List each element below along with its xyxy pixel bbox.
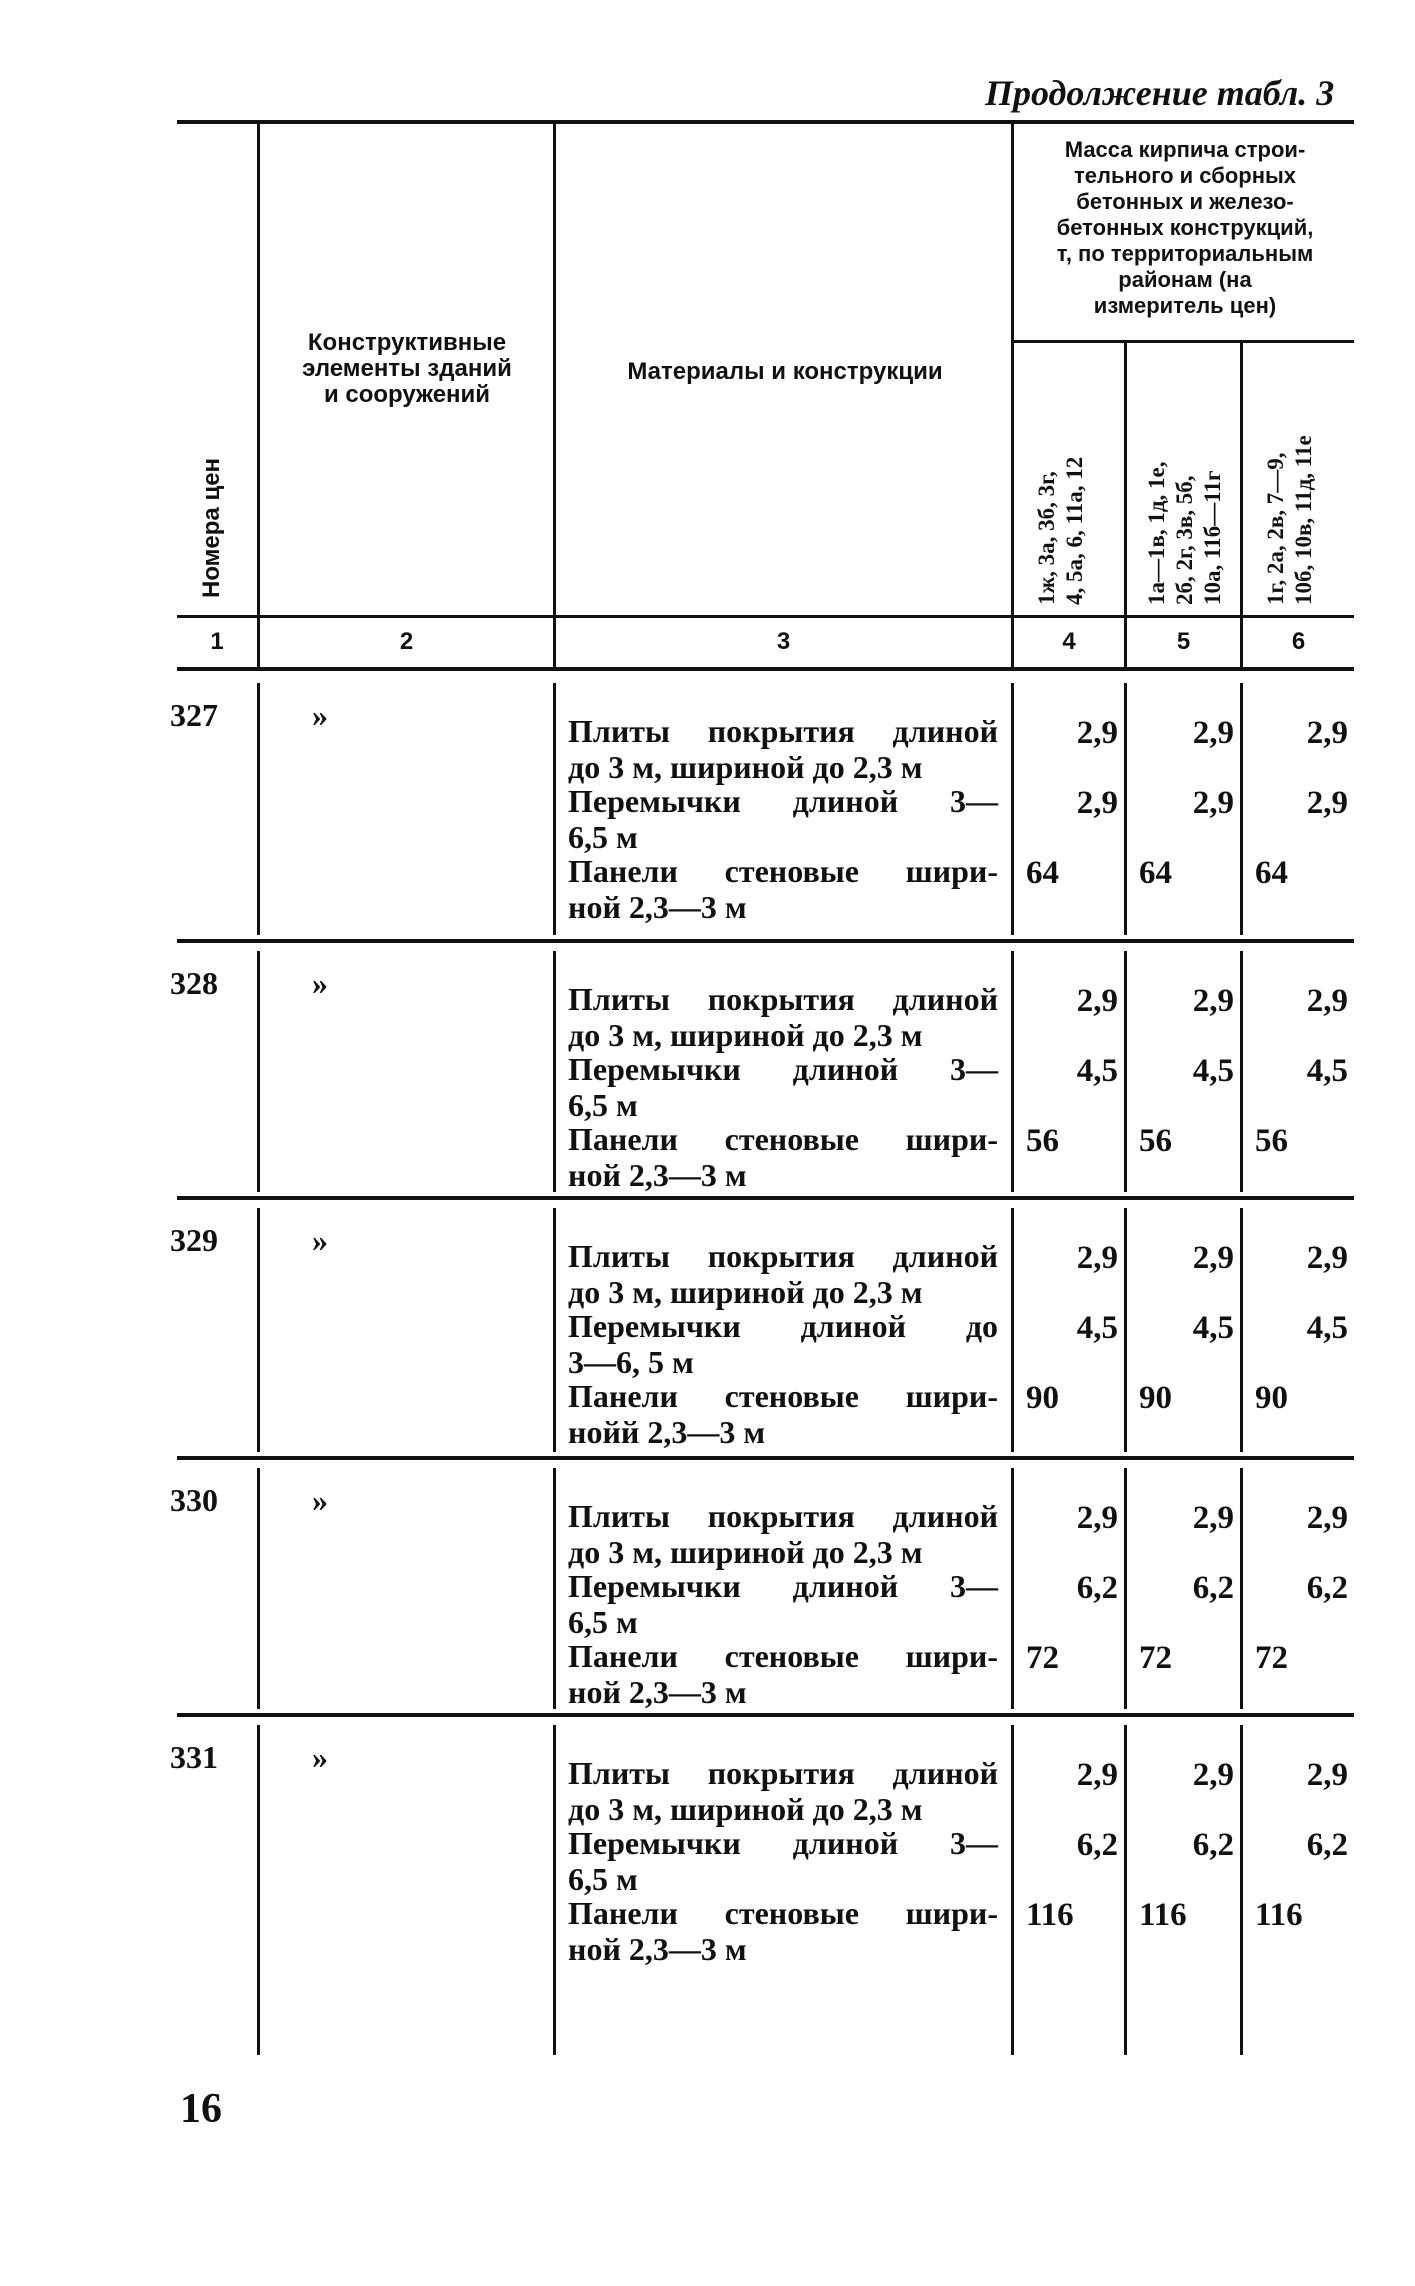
continuation-title: Продолжение табл. 3: [985, 73, 1335, 113]
mass-value: 6,2: [1306, 1827, 1348, 1863]
material-line: 6,5 м: [568, 1861, 638, 1897]
vline-4-header: [1124, 343, 1127, 670]
col-header-price-numbers: Номера цен: [198, 457, 225, 598]
mass-value: 6,2: [1076, 1827, 1118, 1863]
mass-value: 2,9: [1076, 1240, 1118, 1276]
mass-value: 64: [1139, 855, 1172, 891]
col-header-region-4: [1033, 457, 1089, 605]
material-item: [568, 1308, 998, 1380]
material-item: [568, 1378, 998, 1450]
mass-value: 4,5: [1192, 1053, 1234, 1089]
ditto-mark: »: [312, 1482, 328, 1518]
col-header-mass-group: [1016, 137, 1354, 319]
material-item: [568, 1568, 998, 1640]
col-number-3: 3: [776, 628, 791, 655]
mass-value: 4,5: [1076, 1310, 1118, 1346]
row-vline: [257, 683, 260, 935]
mass-value: 90: [1026, 1380, 1059, 1416]
mass-group-line: т, по территориальным: [1056, 241, 1314, 266]
material-line: до 3 м, шириной до 2,3 м: [568, 1274, 923, 1310]
mass-value: 6,2: [1306, 1570, 1348, 1606]
mass-value: 2,9: [1306, 1240, 1348, 1276]
mass-value: 2,9: [1306, 715, 1348, 751]
material-line: Перемычки длиной до: [568, 1308, 998, 1344]
mass-group-rule: [1012, 340, 1354, 343]
header-bottom-rule: [177, 615, 1354, 618]
mass-value: 2,9: [1192, 715, 1234, 751]
row-separator-rule: [177, 1456, 1354, 1460]
material-line: 3—6, 5 м: [568, 1344, 694, 1380]
row-vline: [553, 683, 556, 935]
mass-value: 2,9: [1306, 785, 1348, 821]
price-number: 330: [170, 1482, 218, 1518]
mass-value: 2,9: [1306, 1757, 1348, 1793]
vline-1-header: [257, 124, 260, 670]
mass-value: 116: [1139, 1897, 1187, 1933]
region-5-line: 1а—1в, 1д, 1е,: [1144, 461, 1169, 605]
material-item: [568, 1895, 998, 1967]
material-item: [568, 1638, 998, 1710]
material-item: [568, 713, 998, 785]
vline-3-header: [1011, 124, 1014, 670]
material-line: Перемычки длиной 3—: [568, 1825, 998, 1861]
material-item: [568, 853, 998, 925]
mass-group-line: Масса кирпича строи-: [1064, 137, 1306, 162]
col-header-elements-line: и сооружений: [323, 381, 491, 408]
col-header-elements: [262, 330, 552, 408]
col-header-elements-line: Конструктивные: [307, 329, 507, 356]
row-vline: [553, 1468, 556, 1709]
row-vline: [257, 1725, 260, 2055]
material-line: Плиты покрытия длиной: [568, 1498, 998, 1534]
material-line: 6,5 м: [568, 819, 638, 855]
material-line: Перемычки длиной 3—: [568, 1568, 998, 1604]
col-number-2: 2: [399, 628, 414, 655]
mass-value: 2,9: [1076, 785, 1118, 821]
col-header-region-6: [1262, 435, 1318, 605]
col-header-materials: Материалы и конструкции: [627, 358, 943, 385]
mass-group-line: измеритель цен): [1093, 293, 1277, 318]
mass-value: 2,9: [1192, 1500, 1234, 1536]
ditto-mark: »: [312, 697, 328, 733]
mass-group-line: тельного и сборных: [1073, 163, 1297, 188]
material-line: ной 2,3—3 м: [568, 1931, 747, 1967]
col-number-6: 6: [1291, 628, 1306, 655]
mass-value: 6,2: [1192, 1827, 1234, 1863]
mass-group-line: районам (на: [1118, 267, 1252, 292]
mass-value: 72: [1139, 1640, 1172, 1676]
region-4-line: 4, 5а, 6, 11а, 12: [1062, 456, 1087, 605]
col-header-elements-line: элементы зданий: [302, 355, 512, 382]
mass-value: 4,5: [1192, 1310, 1234, 1346]
material-line: ной 2,3—3 м: [568, 889, 747, 925]
region-5-line: 2б, 2г, 3в, 5б,: [1172, 475, 1197, 605]
material-line: до 3 м, шириной до 2,3 м: [568, 1534, 923, 1570]
ditto-mark: »: [312, 1222, 328, 1258]
mass-value: 90: [1139, 1380, 1172, 1416]
material-line: Панели стеновые шири-: [568, 1895, 998, 1931]
col-header-region-5: [1143, 461, 1227, 605]
material-item: [568, 1755, 998, 1827]
material-line: Панели стеновые шири-: [568, 853, 998, 889]
region-4-line: 1ж, 3а, 3б, 3г,: [1034, 471, 1059, 605]
material-line: 6,5 м: [568, 1604, 638, 1640]
row-vline: [257, 951, 260, 1192]
row-vline: [553, 1725, 556, 2055]
row-vline: [553, 951, 556, 1192]
row-separator-rule: [177, 1713, 1354, 1717]
material-line: Панели стеновые шири-: [568, 1378, 998, 1414]
mass-value: 64: [1026, 855, 1059, 891]
mass-value: 2,9: [1076, 1757, 1118, 1793]
price-number: 331: [170, 1739, 218, 1775]
mass-value: 72: [1026, 1640, 1059, 1676]
mass-value: 6,2: [1076, 1570, 1118, 1606]
material-line: Перемычки длиной 3—: [568, 783, 998, 819]
top-rule: [177, 120, 1354, 124]
row-vline: [257, 1208, 260, 1452]
price-number: 328: [170, 965, 218, 1001]
material-line: Плиты покрытия длиной: [568, 1238, 998, 1274]
ditto-mark: »: [312, 965, 328, 1001]
vline-5-header: [1240, 343, 1243, 670]
mass-value: 2,9: [1076, 983, 1118, 1019]
mass-value: 2,9: [1192, 1240, 1234, 1276]
material-item: [568, 1825, 998, 1897]
mass-value: 6,2: [1192, 1570, 1234, 1606]
mass-value: 116: [1026, 1897, 1074, 1933]
material-line: Плиты покрытия длиной: [568, 1755, 998, 1791]
mass-value: 90: [1255, 1380, 1288, 1416]
material-line: Панели стеновые шири-: [568, 1638, 998, 1674]
mass-value: 56: [1255, 1123, 1288, 1159]
mass-group-line: бетонных конструкций,: [1056, 215, 1314, 240]
material-item: [568, 783, 998, 855]
mass-value: 4,5: [1306, 1310, 1348, 1346]
material-item: [568, 1051, 998, 1123]
mass-group-line: бетонных и железо-: [1076, 189, 1294, 214]
mass-value: 4,5: [1076, 1053, 1118, 1089]
mass-value: 2,9: [1306, 983, 1348, 1019]
material-item: [568, 1121, 998, 1193]
col-number-4: 4: [1062, 628, 1076, 655]
row-vline: [257, 1468, 260, 1709]
material-line: до 3 м, шириной до 2,3 м: [568, 749, 923, 785]
col-number-5: 5: [1176, 628, 1191, 655]
mass-value: 2,9: [1076, 715, 1118, 751]
mass-value: 2,9: [1192, 1757, 1234, 1793]
material-line: ной 2,3—3 м: [568, 1674, 747, 1710]
mass-value: 2,9: [1192, 983, 1234, 1019]
material-item: [568, 1238, 998, 1310]
ditto-mark: »: [312, 1739, 328, 1775]
mass-value: 2,9: [1306, 1500, 1348, 1536]
mass-value: 64: [1255, 855, 1288, 891]
row-vline: [553, 1208, 556, 1452]
region-5-line: 10а, 11б—11г: [1200, 470, 1225, 605]
material-line: 6,5 м: [568, 1087, 638, 1123]
col-number-1: 1: [210, 628, 224, 655]
material-line: Плиты покрытия длиной: [568, 713, 998, 749]
mass-value: 4,5: [1306, 1053, 1348, 1089]
material-line: Плиты покрытия длиной: [568, 981, 998, 1017]
mass-value: 56: [1139, 1123, 1172, 1159]
material-line: Панели стеновые шири-: [568, 1121, 998, 1157]
material-line: до 3 м, шириной до 2,3 м: [568, 1017, 923, 1053]
colnum-bottom-rule: [177, 667, 1354, 671]
mass-value: 2,9: [1076, 1500, 1118, 1536]
region-6-line: 1г, 2а, 2в, 7—9,: [1263, 452, 1288, 605]
region-6-line: 10б, 10в, 11д, 11е: [1291, 435, 1316, 605]
mass-value: 116: [1255, 1897, 1303, 1933]
row-separator-rule: [177, 1196, 1354, 1200]
price-number: 327: [170, 697, 218, 733]
material-line: нойй 2,3—3 м: [568, 1414, 766, 1450]
material-line: Перемычки длиной 3—: [568, 1051, 998, 1087]
mass-value: 72: [1255, 1640, 1288, 1676]
row-separator-rule: [177, 939, 1354, 943]
vline-2-header: [553, 124, 556, 670]
mass-value: 56: [1026, 1123, 1059, 1159]
mass-value: 2,9: [1192, 785, 1234, 821]
material-line: ной 2,3—3 м: [568, 1157, 747, 1193]
material-item: [568, 1498, 998, 1570]
material-item: [568, 981, 998, 1053]
page-number: 16: [180, 2086, 222, 2132]
price-number: 329: [170, 1222, 218, 1258]
material-line: до 3 м, шириной до 2,3 м: [568, 1791, 923, 1827]
